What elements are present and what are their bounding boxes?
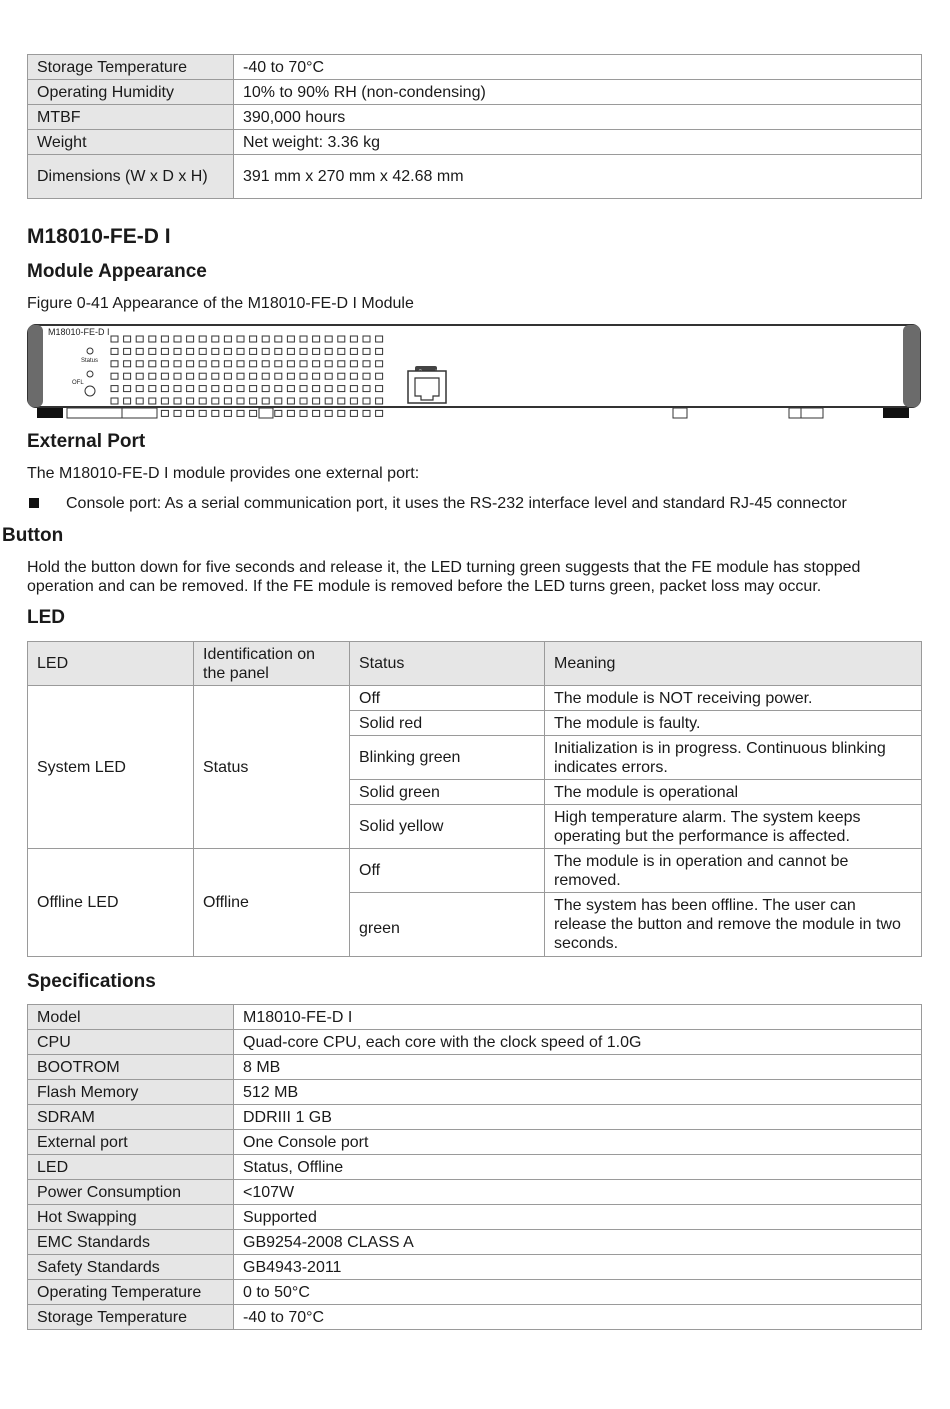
led-meaning: The module is NOT receiving power. [545, 686, 922, 711]
external-port-intro: The M18010-FE-D I module provides one external port: [27, 465, 420, 482]
table-row [28, 1005, 922, 1030]
vent-hole [237, 410, 244, 416]
spec-value: DDRIII 1 GB [234, 1105, 922, 1130]
led-panel-id: Offline [194, 849, 350, 957]
module-panel-figure [27, 323, 922, 420]
vent-hole [313, 410, 320, 416]
button-description: Hold the button down for five seconds and release it, the LED turning green suggests that the FE module has stopped operation and can be removed. If the FE module is removed before the LED turns green, packet loss may occur. [27, 559, 861, 595]
table-row [28, 105, 922, 130]
vent-hole [250, 410, 257, 416]
external-port-heading: External Port [27, 431, 146, 452]
led-status: Solid green [350, 780, 545, 805]
figure-caption: Figure 0-41 Appearance of the M18010-FE-D I Module [27, 295, 414, 312]
status-led-label: Status [81, 358, 99, 364]
spec-value: M18010-FE-D I [234, 1005, 922, 1030]
spec-key: CPU [28, 1030, 234, 1055]
table-row [28, 1155, 922, 1180]
led-status: Solid red [350, 711, 545, 736]
vent-hole [363, 410, 370, 416]
led-table [27, 641, 922, 957]
spec-value: 512 MB [234, 1080, 922, 1105]
specifications-heading: Specifications [27, 971, 156, 992]
led-meaning: Initialization is in progress. Continuous blinking indicates errors. [545, 736, 922, 780]
vent-hole [287, 410, 294, 416]
table-row [28, 686, 922, 711]
column-header: LED [28, 642, 194, 686]
spec-key: Model [28, 1005, 234, 1030]
spec-key: Hot Swapping [28, 1205, 234, 1230]
section-title: M18010-FE-D I [27, 225, 171, 248]
vent-hole [325, 410, 332, 416]
spec-key: Dimensions (W x D x H) [28, 155, 234, 199]
module-appearance-heading: Module Appearance [27, 261, 207, 282]
table-row [28, 1055, 922, 1080]
vent-hole [275, 410, 282, 416]
table-row [28, 155, 922, 199]
led-status: Solid yellow [350, 805, 545, 849]
led-status: Off [350, 686, 545, 711]
led-meaning: The system has been offline. The user can release the button and remove the module in two seconds. [545, 893, 922, 957]
spec-value: 390,000 hours [234, 105, 922, 130]
spec-value: -40 to 70°C [234, 55, 922, 80]
vent-hole [350, 410, 357, 416]
spec-key: Power Consumption [28, 1180, 234, 1205]
spec-value: Quad-core CPU, each core with the clock speed of 1.0G [234, 1030, 922, 1055]
spec-key: Flash Memory [28, 1080, 234, 1105]
table-row [28, 1205, 922, 1230]
vent-hole [376, 410, 383, 416]
led-heading: LED [27, 607, 65, 628]
spec-key: LED [28, 1155, 234, 1180]
led-meaning: The module is in operation and cannot be removed. [545, 849, 922, 893]
led-panel-id: Status [194, 686, 350, 849]
spec-key: Safety Standards [28, 1255, 234, 1280]
table-row [28, 1130, 922, 1155]
table-row [28, 1280, 922, 1305]
spec-key: Operating Temperature [28, 1280, 234, 1305]
console-port-bullet: Console port: As a serial communication port, it uses the RS-232 interface level and standard RJ-45 connector [66, 495, 847, 512]
vent-hole [161, 410, 168, 416]
spec-key: SDRAM [28, 1105, 234, 1130]
spec-value: Supported [234, 1205, 922, 1230]
button-heading: Button [2, 525, 64, 546]
spec-key: Weight [28, 130, 234, 155]
column-header: Meaning [545, 642, 922, 686]
vent-hole [212, 410, 219, 416]
table-row [28, 1255, 922, 1280]
led-meaning: The module is faulty. [545, 711, 922, 736]
vent-hole [187, 410, 194, 416]
bullet-square-icon [29, 498, 39, 508]
led-name: System LED [28, 686, 194, 849]
table-row [28, 130, 922, 155]
column-header: Identification on the panel [194, 642, 350, 686]
table-row [28, 1230, 922, 1255]
panel-model-label: M18010-FE-D I [48, 327, 110, 337]
console-port-icon [408, 371, 446, 403]
spec-value: 0 to 50°C [234, 1280, 922, 1305]
column-header: Status [350, 642, 545, 686]
spec-value: Status, Offline [234, 1155, 922, 1180]
spec-value: 8 MB [234, 1055, 922, 1080]
vent-hole [199, 410, 206, 416]
spec-value: 10% to 90% RH (non-condensing) [234, 80, 922, 105]
spec-key: MTBF [28, 105, 234, 130]
spec-key: Storage Temperature [28, 55, 234, 80]
spec-value: GB4943-2011 [234, 1255, 922, 1280]
table-row [28, 80, 922, 105]
table-row [28, 55, 922, 80]
table-row [28, 1305, 922, 1330]
led-meaning: High temperature alarm. The system keeps operating but the performance is affected. [545, 805, 922, 849]
table-row [28, 849, 922, 893]
top-spec-table [27, 54, 922, 199]
vent-hole [174, 410, 181, 416]
ofl-led-label: OFL [72, 380, 84, 386]
spec-value: GB9254-2008 CLASS A [234, 1230, 922, 1255]
vent-hole [338, 410, 345, 416]
spec-value: <107W [234, 1180, 922, 1205]
spec-key: External port [28, 1130, 234, 1155]
led-status: green [350, 893, 545, 957]
table-row [28, 1080, 922, 1105]
table-row [28, 1180, 922, 1205]
led-meaning: The module is operational [545, 780, 922, 805]
spec-value: One Console port [234, 1130, 922, 1155]
led-name: Offline LED [28, 849, 194, 957]
spec-value: -40 to 70°C [234, 1305, 922, 1330]
table-row [28, 1030, 922, 1055]
spec-key: BOOTROM [28, 1055, 234, 1080]
specifications-table [27, 1004, 922, 1330]
vent-hole [300, 410, 307, 416]
led-status: Off [350, 849, 545, 893]
spec-key: Storage Temperature [28, 1305, 234, 1330]
spec-value: 391 mm x 270 mm x 42.68 mm [234, 155, 922, 199]
table-header-row [28, 642, 922, 686]
table-row [28, 1105, 922, 1130]
spec-key: Operating Humidity [28, 80, 234, 105]
spec-value: Net weight: 3.36 kg [234, 130, 922, 155]
vent-hole [224, 410, 231, 416]
spec-key: EMC Standards [28, 1230, 234, 1255]
led-status: Blinking green [350, 736, 545, 780]
